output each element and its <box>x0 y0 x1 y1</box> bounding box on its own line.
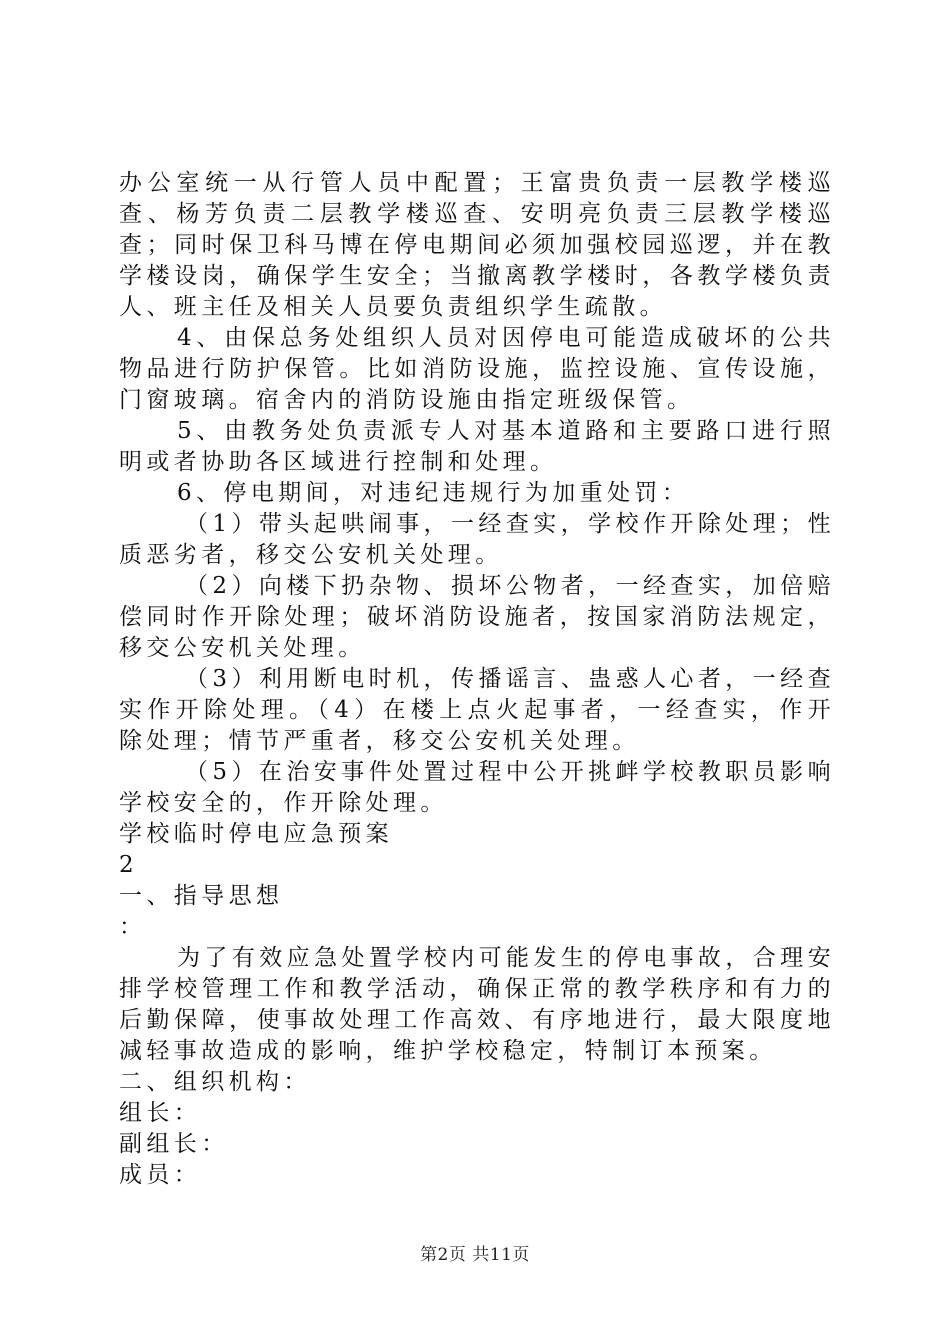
paragraph-penalty-2: （2）向楼下扔杂物、损坏公物者，一经查实，加倍赔偿同时作开除处理；破坏消防设施者，按国家消防法规定，移交公安机关处理。 <box>119 573 835 661</box>
section-number: 2 <box>119 852 139 878</box>
paragraph-item-4: 4、由保总务处组织人员对因停电可能造成破坏的公共物品进行防护保管。比如消防设施，监控设施、宣传设施，门窗玻璃。宿舍内的消防设施由指定班级保管。 <box>119 325 835 413</box>
paragraph-office-assignment: 办公室统一从行管人员中配置；王富贵负责一层教学楼巡查、杨芳负责二层教学楼巡查、安明亮负责三层教学楼巡查；同时保卫科马博在停电期间必须加强校园巡逻，并在教学楼设岗，确保学生安全；当撤离教学楼时，各教学楼负责人、班主任及相关人员要负责组织学生疏散。 <box>119 170 835 320</box>
colon-line: ： <box>119 914 147 940</box>
paragraph-item-6: 6、停电期间，对违纪违规行为加重处罚： <box>177 480 690 506</box>
page-number-indicator: 第2页 共11页 <box>420 1245 530 1265</box>
role-deputy-leader: 副组长： <box>119 1131 229 1157</box>
document-body <box>119 168 835 1191</box>
paragraph-purpose: 为了有效应急处置学校内可能发生的停电事故，合理安排学校管理工作和教学活动，确保正常的教学秩序和有力的后勤保障，使事故处理工作高效、有序地进行，最大限度地减轻事故造成的影响，维护学校稳定，特制订本预案。 <box>119 945 835 1064</box>
page-footer <box>0 1240 950 1265</box>
paragraph-item-5: 5、由教务处负责派专人对基本道路和主要路口进行照明或者协助各区域进行控制和处理。 <box>119 418 835 475</box>
role-members: 成员： <box>119 1162 202 1188</box>
role-leader: 组长： <box>119 1100 202 1126</box>
paragraph-penalty-3-4: （3）利用断电时机，传播谣言、蛊惑人心者，一经查实作开除处理。（4）在楼上点火起事者，一经查实，作开除处理；情节严重者，移交公安机关处理。 <box>119 666 835 754</box>
paragraph-penalty-1: （1）带头起哄闹事，一经查实，学校作开除处理；性质恶劣者，移交公安机关处理。 <box>119 511 835 568</box>
section-heading-guiding-ideology: 一、指导思想 <box>119 883 284 909</box>
section-heading-organization: 二、组织机构： <box>119 1069 311 1095</box>
paragraph-penalty-5: （5）在治安事件处置过程中公开挑衅学校教职员影响学校安全的，作开除处理。 <box>119 759 835 816</box>
document-title: 学校临时停电应急预案 <box>119 821 393 847</box>
